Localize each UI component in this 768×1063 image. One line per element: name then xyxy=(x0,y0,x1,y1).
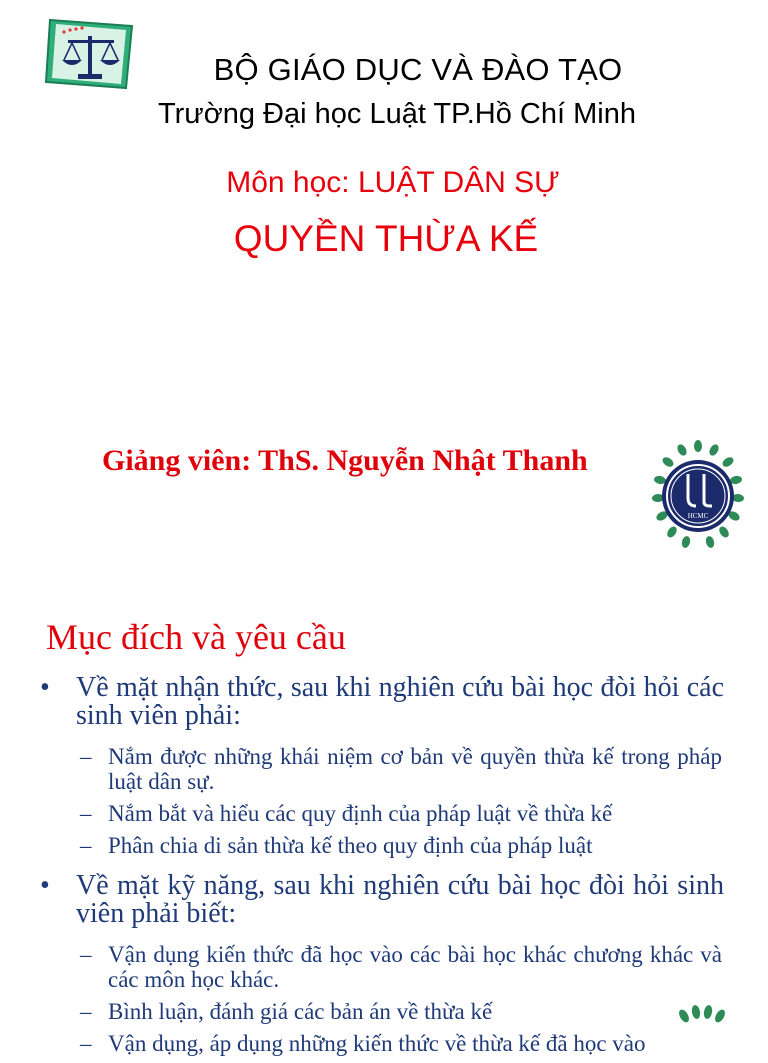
sub-bullet-marker: – xyxy=(80,801,92,826)
sub-bullet-marker: – xyxy=(80,744,92,769)
sub-bullet-text: Nắm bắt và hiểu các quy định của pháp luật về thừa kế xyxy=(108,801,613,826)
sub-bullet-text: Vận dụng, áp dụng những kiến thức về thừa kế đã học vào xyxy=(108,1031,646,1056)
bullet-text: Về mặt kỹ năng, sau khi nghiên cứu bài học đòi hỏi sinh viên phải biết: xyxy=(76,870,724,929)
university-name: Trường Đại học Luật TP.Hồ Chí Minh xyxy=(158,98,636,130)
objectives-slide xyxy=(0,600,768,1056)
university-seal-icon xyxy=(652,440,744,552)
sub-bullet-text: Vận dụng kiến thức đã học vào các bài học khác chương khác và các môn học khác. xyxy=(108,942,722,992)
sub-bullet-item xyxy=(0,801,768,826)
sub-bullet-item xyxy=(0,942,768,992)
section-title: Mục đích và yêu cầu xyxy=(46,617,346,657)
bullet-marker: • xyxy=(40,870,50,901)
sub-bullet-text: Nắm được những khái niệm cơ bản về quyền thừa kế trong pháp luật dân sự. xyxy=(108,744,722,794)
seal-label: HCMC xyxy=(687,512,709,520)
sub-bullet-marker: – xyxy=(80,833,92,858)
sub-bullet-item xyxy=(0,744,768,794)
leaf-ornament-icon xyxy=(672,1000,732,1024)
sub-bullet-item xyxy=(0,999,768,1024)
ministry-name: BỘ GIÁO DỤC VÀ ĐÀO TẠO xyxy=(213,52,623,87)
subject-label: Môn học: LUẬT DÂN SỰ xyxy=(226,166,560,199)
sub-bullet-item xyxy=(0,1031,768,1056)
sub-bullet-text: Bình luận, đánh giá các bản án về thừa kế xyxy=(108,999,493,1024)
sub-bullet-marker: – xyxy=(80,1031,92,1056)
sub-bullet-text: Phân chia di sản thừa kế theo quy định của pháp luật xyxy=(108,833,593,858)
bullet-marker: • xyxy=(40,672,50,703)
bullet-item xyxy=(0,872,768,928)
topic-title: QUYỀN THỪA KẾ xyxy=(233,218,539,259)
sub-bullet-marker: – xyxy=(80,942,92,967)
sub-bullet-item xyxy=(0,833,768,858)
sub-bullet-marker: – xyxy=(80,999,92,1024)
bullet-list xyxy=(0,674,768,1063)
lecturer-name: Giảng viên: ThS. Nguyễn Nhật Thanh xyxy=(102,444,588,477)
bullet-item xyxy=(0,674,768,730)
bullet-text: Về mặt nhận thức, sau khi nghiên cứu bài học đòi hỏi các sinh viên phải: xyxy=(76,672,724,731)
